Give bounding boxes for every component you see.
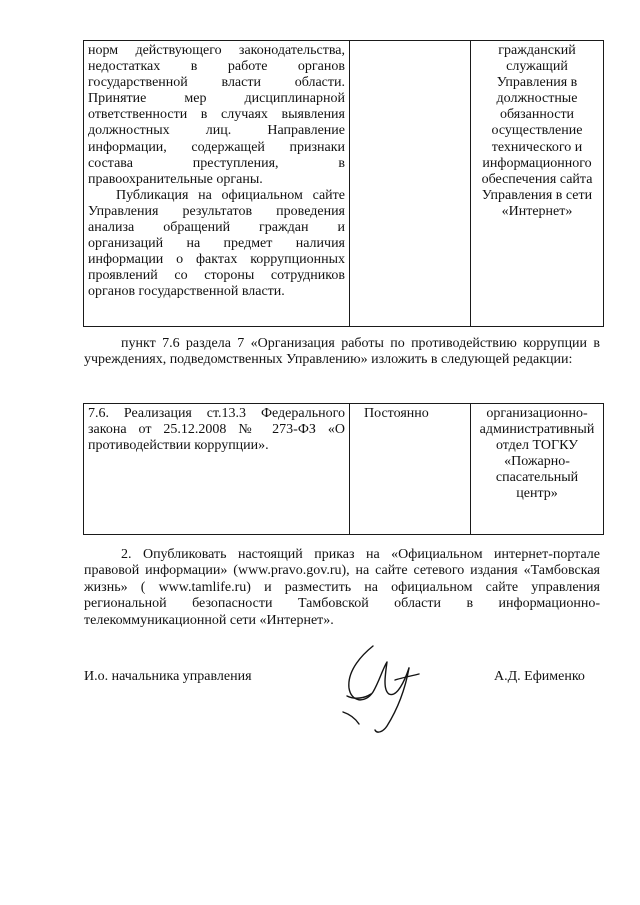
responsible-cell xyxy=(471,404,604,535)
responsible-cell xyxy=(471,41,604,327)
responsible-text: гражданский служащий Управления в должностные обязанности осуществление технического и информационного обеспечения сайта Управления в сети «Интернет» xyxy=(481,43,593,219)
deadline-text: Постоянно xyxy=(364,406,429,421)
measures-table-continued xyxy=(83,40,604,327)
publish-paragraph: 2. Опубликовать настоящий приказ на «Официальном интернет-портале правовой информации» (www.pravo.gov.ru), на сайте сетевого издания «Тамбовская жизнь» ( www.tamlife.ru) и разместить на официальном сайте управления региональной безопасности Тамбовской области в информационно-телекоммуникационной сети «Интернет». xyxy=(84,547,600,628)
handwritten-signature xyxy=(325,640,435,750)
amended-item-table xyxy=(83,403,604,535)
table-row xyxy=(84,404,604,535)
measure-description-cell xyxy=(84,404,350,535)
signer-name: А.Д. Ефименко xyxy=(494,669,585,684)
responsible-text: организационно-административный отдел ТОГКУ «Пожарно-спасательный центр» xyxy=(479,406,595,502)
amendment-paragraph: пункт 7.6 раздела 7 «Организация работы по противодействию коррупции в учреждениях, подведомственных Управлению» изложить в следующей редакции: xyxy=(84,336,600,368)
measure-description-cell xyxy=(84,41,350,327)
deadline-cell xyxy=(350,404,471,535)
measure-text-part2: Публикация на официальном сайте Управления результатов проведения анализа обращений граждан и организаций на предмет наличия информации о фактах коррупционных проявлений со стороны сотрудников органов государственной власти. xyxy=(88,187,345,300)
table-row xyxy=(84,41,604,327)
deadline-cell xyxy=(350,41,471,327)
signer-title: И.о. начальника управления xyxy=(84,669,252,684)
measure-text: 7.6. Реализация ст.13.3 Федерального закона от 25.12.2008 № 273-ФЗ «О противодействии коррупции». xyxy=(88,406,345,454)
measure-text-part1: норм действующего законодательства, недостатках в работе органов государственной власти области. Принятие мер дисциплинарной ответственности в случаях выявления должностных лиц. Направление информации, содержащей признаки состава преступления, в правоохранительные органы. xyxy=(88,43,345,187)
